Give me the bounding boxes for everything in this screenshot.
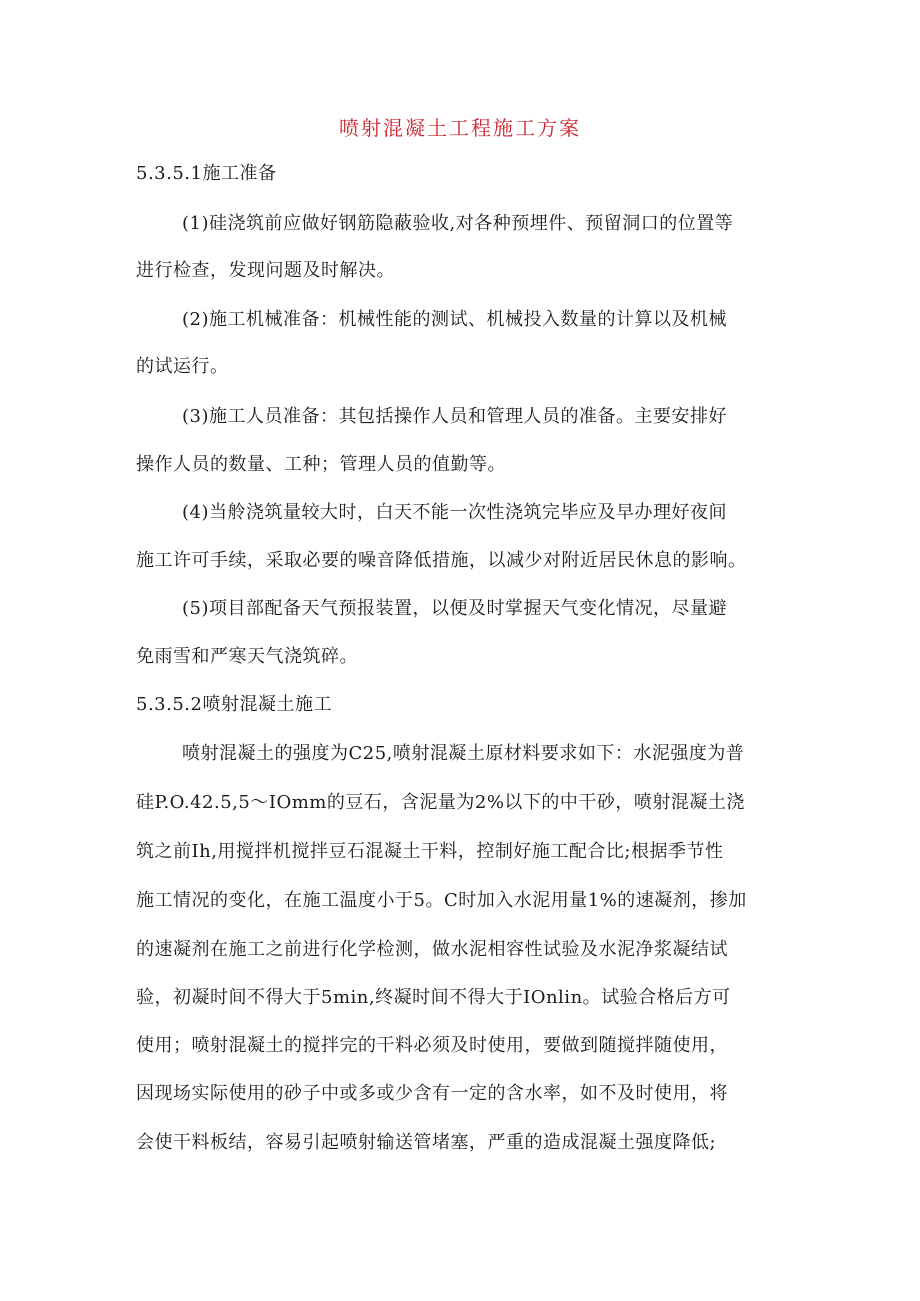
paragraph-line: 硅P.O.42.5,5～IOmm的豆石，含泥量为2%以下的中干砂，喷射混凝土浇 [136,792,745,813]
paragraph-line: (4)当舲浇筑量较大时，白天不能一次性浇筑完毕应及早办理好夜间 [182,502,727,523]
section-heading-5-3-5-1: 5.3.5.1施工准备 [136,163,277,184]
paragraph-line: 的速凝剂在施工之前进行化学检测，做水泥相容性试验及水泥净浆凝结试 [136,939,728,960]
paragraph-line: 因现场实际使用的砂子中或多或少含有一定的含水率，如不及时使用，将 [136,1083,728,1104]
paragraph-line: (1)硅浇筑前应做好钢筋隐蔽验收,对各种预埋件、预留洞口的位置等 [182,213,734,234]
paragraph-line: 会使干料板结，容易引起喷射输送管堵塞，严重的造成混凝土强度降低; [136,1132,717,1153]
paragraph-line: 免雨雪和严寒天气浇筑碎。 [136,646,358,667]
paragraph-line: 施工许可手续，采取必要的噪音降低措施，以减少对附近居民休息的影响。 [136,550,747,571]
paragraph-line: 验，初凝时间不得大于5min,终凝时间不得大于IOnlin。试验合格后方可 [136,987,731,1008]
paragraph-line: 施工情况的变化，在施工温度小于5。C时加入水泥用量1%的速凝剂，掺加 [136,890,747,911]
paragraph-line: 操作人员的数量、工种；管理人员的值勤等。 [136,454,506,475]
paragraph-line: 进行检查，发现问题及时解决。 [136,260,395,281]
document-title: 喷射混凝土工程施工方案 [339,116,581,140]
paragraph-line: 筑之前Ih,用搅拌机搅拌豆石混凝土干料，控制好施工配合比;根据季节性 [136,841,724,862]
paragraph-line: (2)施工机械准备：机械性能的测试、机械投入数量的计算以及机械 [182,309,727,330]
paragraph-line: 使用；喷射混凝土的搅拌完的干料必须及时使用，要做到随搅拌随使用， [136,1035,728,1056]
section-heading-5-3-5-2: 5.3.5.2喷射混凝土施工 [136,694,332,715]
paragraph-line: 的试运行。 [136,356,229,377]
paragraph-line: (3)施工人员准备：其包括操作人员和管理人员的准备。主要安排好 [182,406,727,427]
paragraph-line: (5)项目部配备天气预报装置，以便及时掌握天气变化情况，尽量避 [182,598,727,619]
paragraph-line: 喷射混凝土的强度为C25,喷射混凝土原材料要求如下：水泥强度为普 [182,743,745,764]
